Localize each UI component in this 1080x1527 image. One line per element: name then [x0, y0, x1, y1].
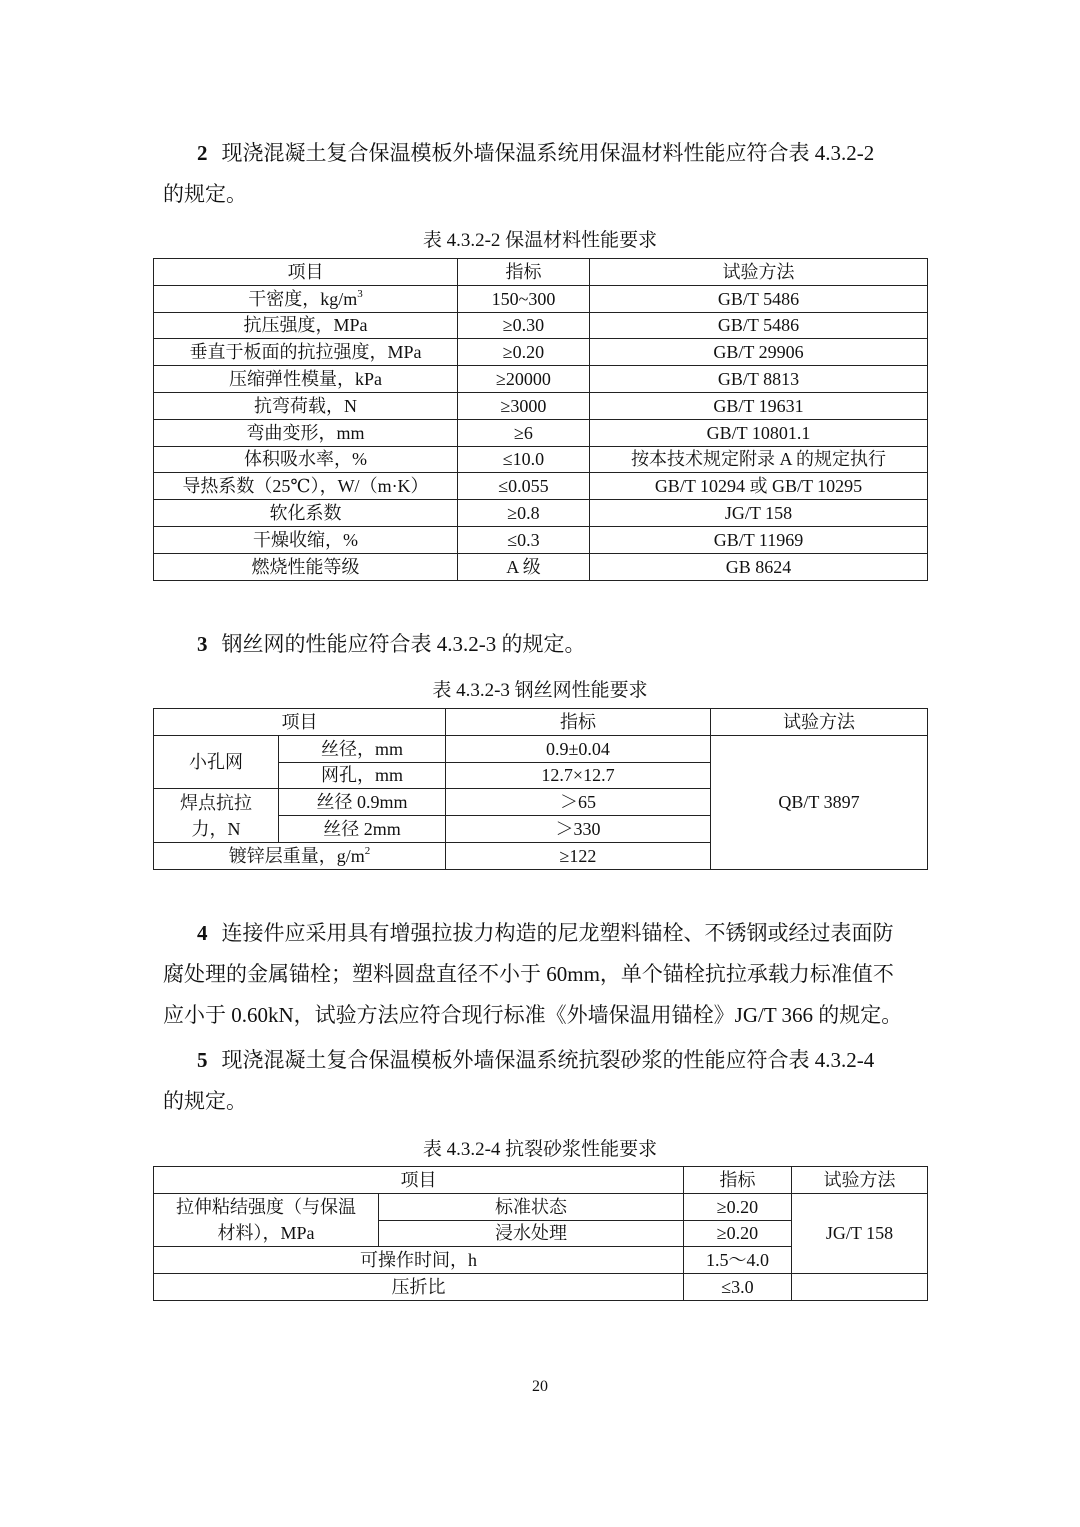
header-method: 试验方法 [711, 709, 928, 736]
cell-method: JG/T 158 [590, 500, 928, 527]
table-row [154, 285, 928, 312]
cell-method: GB/T 10801.1 [590, 419, 928, 446]
cell-item: 干密度，$kg/m^3$ [154, 285, 458, 312]
paragraph-number: 4 [197, 921, 208, 945]
header-method: 试验方法 [792, 1167, 928, 1194]
cell-item: 软化系数 [154, 500, 458, 527]
cell-method: GB/T 29906 [590, 339, 928, 366]
table-caption: 表 4.3.2-3 钢丝网性能要求 [432, 680, 648, 701]
cell-value: 150~300 [458, 285, 590, 312]
cell-value: ＞330 [446, 816, 711, 843]
cell-item: 压缩弹性模量，kPa [154, 366, 458, 393]
header-item: 项目 [154, 709, 446, 736]
paragraph-text: 钢丝网的性能应符合表 4.3.2-3 的规定。 [221, 632, 586, 656]
cell-method: GB/T 19631 [590, 392, 928, 419]
cell-value: ≤0.3 [458, 526, 590, 553]
table-header-row [154, 709, 928, 736]
table-row [154, 500, 928, 527]
paragraph-5 [163, 1040, 923, 1122]
paragraph-text: 腐处理的金属锚栓；塑料圆盘直径不小于 60mm，单个锚栓抗拉承载力标准值不 [163, 962, 894, 986]
cell-method: GB 8624 [590, 553, 928, 580]
cell-method: QB/T 3897 [711, 735, 928, 869]
cell-method: 按本技术规定附录 A 的规定执行 [590, 446, 928, 473]
cell-item: 弯曲变形，mm [154, 419, 458, 446]
table-row [154, 735, 928, 762]
cell-method: GB/T 11969 [590, 526, 928, 553]
paragraph-number: 3 [197, 632, 208, 656]
table-caption: 表 4.3.2-2 保温材料性能要求 [422, 230, 658, 251]
cell-item: 镀锌层重量，$g/m^2$ [154, 842, 446, 869]
cell-group-small-mesh: 小孔网 [154, 735, 279, 789]
cell-value: A 级 [458, 553, 590, 580]
cell-item: 燃烧性能等级 [154, 553, 458, 580]
cell-value: 12.7×12.7 [446, 762, 711, 789]
cell-method: JG/T 158 [792, 1193, 928, 1273]
header-method: 试验方法 [590, 259, 928, 286]
cell-value: ≥6 [458, 419, 590, 446]
cell-method: GB/T 5486 [590, 285, 928, 312]
paragraph-2 [163, 133, 923, 215]
cell-sub-item: 丝径 2mm [279, 816, 446, 843]
table-row [154, 526, 928, 553]
cell-item: 抗弯荷载，N [154, 392, 458, 419]
cell-item: 抗压强度，MPa [154, 312, 458, 339]
cell-item: 可操作时间，h [154, 1247, 684, 1274]
cell-value: ≥122 [446, 842, 711, 869]
header-item: 项目 [154, 1167, 684, 1194]
paragraph-number: 5 [197, 1048, 208, 1072]
cell-value: ≥0.30 [458, 312, 590, 339]
cell-value: ≥3000 [458, 392, 590, 419]
cell-value: ＞65 [446, 789, 711, 816]
paragraph-text: 连接件应采用具有增强拉拔力构造的尼龙塑料锚栓、不锈钢或经过表面防 [221, 921, 894, 945]
paragraph-text: 的规定。 [163, 182, 247, 206]
table-crack-resistant-mortar [153, 1166, 928, 1301]
paragraph-number: 2 [197, 141, 208, 165]
cell-group-bond-strength: 拉伸粘结强度（与保温 材料），MPa [154, 1193, 379, 1247]
header-item: 项目 [154, 259, 458, 286]
table-row [154, 446, 928, 473]
cell-value: 0.9±0.04 [446, 735, 711, 762]
table-row [154, 312, 928, 339]
cell-sub-item: 浸水处理 [379, 1220, 684, 1247]
cell-method: GB/T 5486 [590, 312, 928, 339]
table-header-row [154, 259, 928, 286]
cell-method-empty [792, 1274, 928, 1301]
paragraph-text: 应小于 0.60kN，试验方法应符合现行标准《外墙保温用锚栓》JG/T 366 的规定。 [163, 1003, 903, 1027]
cell-sub-item: 标准状态 [379, 1193, 684, 1220]
table-row [154, 1193, 928, 1220]
paragraph-4 [163, 913, 923, 1036]
cell-method: GB/T 8813 [590, 366, 928, 393]
cell-value: ≤10.0 [458, 446, 590, 473]
table-row [154, 366, 928, 393]
table-steel-mesh [153, 708, 928, 870]
table-row [154, 339, 928, 366]
cell-value: ≥0.20 [458, 339, 590, 366]
cell-value: ≥0.20 [684, 1193, 792, 1220]
cell-value: ≤3.0 [684, 1274, 792, 1301]
paragraph-text: 现浇混凝土复合保温模板外墙保温系统用保温材料性能应符合表 4.3.2-2 [221, 141, 875, 165]
cell-value: ≤0.055 [458, 473, 590, 500]
table-caption: 表 4.3.2-4 抗裂砂浆性能要求 [422, 1139, 658, 1160]
table-row [154, 392, 928, 419]
table-row [154, 473, 928, 500]
cell-item: 干燥收缩，% [154, 526, 458, 553]
paragraph-text: 的规定。 [163, 1089, 247, 1113]
page-number: 20 [532, 1378, 548, 1395]
paragraph-3 [163, 624, 923, 665]
cell-value: ≥20000 [458, 366, 590, 393]
table-row [154, 419, 928, 446]
cell-item: 体积吸水率，% [154, 446, 458, 473]
table-header-row [154, 1167, 928, 1194]
table-row [154, 1274, 928, 1301]
header-value: 指标 [446, 709, 711, 736]
cell-sub-item: 丝径 0.9mm [279, 789, 446, 816]
cell-method: GB/T 10294 或 GB/T 10295 [590, 473, 928, 500]
cell-item: 压折比 [154, 1274, 684, 1301]
cell-value: ≥0.20 [684, 1220, 792, 1247]
cell-sub-item: 丝径，mm [279, 735, 446, 762]
cell-sub-item: 网孔，mm [279, 762, 446, 789]
cell-item: 导热系数（25℃），W/（m·K） [154, 473, 458, 500]
header-value: 指标 [458, 259, 590, 286]
paragraph-text: 现浇混凝土复合保温模板外墙保温系统抗裂砂浆的性能应符合表 4.3.2-4 [221, 1048, 875, 1072]
header-value: 指标 [684, 1167, 792, 1194]
cell-item: 垂直于板面的抗拉强度，MPa [154, 339, 458, 366]
cell-group-weld-tension: 焊点抗拉 力，N [154, 789, 279, 843]
cell-value: ≥0.8 [458, 500, 590, 527]
table-row [154, 553, 928, 580]
table-insulation-material [153, 258, 928, 581]
cell-value: 1.5～4.0 [684, 1247, 792, 1274]
